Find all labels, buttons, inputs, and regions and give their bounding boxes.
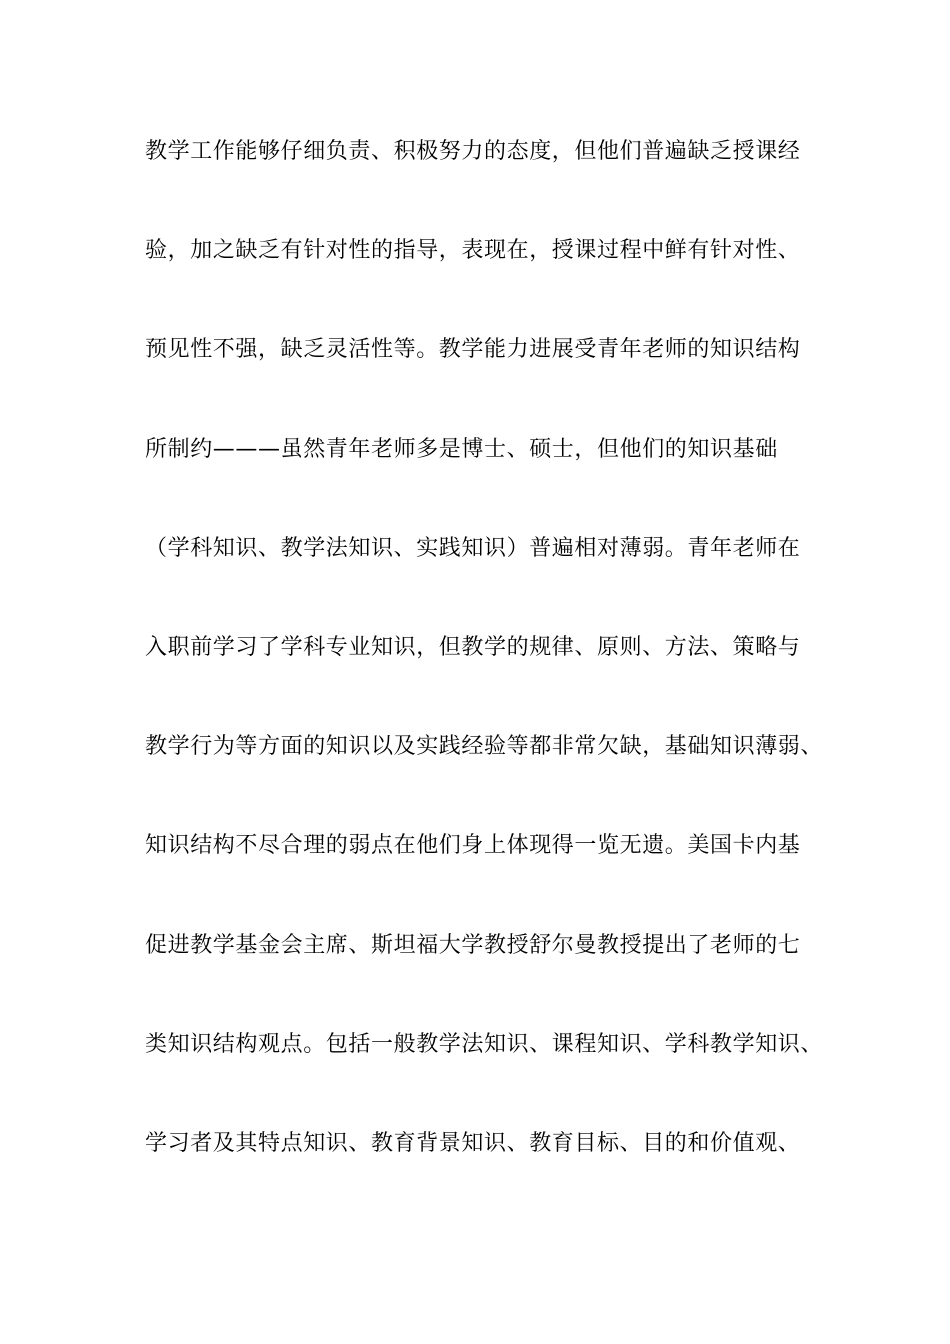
text-line: 促进教学基金会主席、斯坦福大学教授舒尔曼教授提出了老师的七 bbox=[145, 932, 801, 958]
text-line: 类知识结构观点。包括一般教学法知识、课程知识、学科教学知识、 bbox=[145, 1031, 824, 1057]
text-line: （学科知识、教学法知识、实践知识）普遍相对薄弱。青年老师在 bbox=[145, 535, 801, 561]
text-line: 教学工作能够仔细负责、积极努力的态度，但他们普遍缺乏授课经 bbox=[145, 139, 801, 164]
text-line: 所制约———虽然青年老师多是博士、硕士，但他们的知识基础 bbox=[145, 436, 778, 462]
text-line: 学习者及其特点知识、教育背景知识、教育目标、目的和价值观、 bbox=[145, 1130, 801, 1156]
text-line: 知识结构不尽合理的弱点在他们身上体现得一览无遗。美国卡内基 bbox=[145, 833, 801, 859]
body-paragraph bbox=[145, 132, 835, 1223]
text-line: 验，加之缺乏有针对性的指导，表现在，授课过程中鲜有针对性、 bbox=[145, 238, 801, 264]
text-line: 入职前学习了学科专业知识，但教学的规律、原则、方法、策略与 bbox=[145, 634, 801, 660]
text-line: 预见性不强，缺乏灵活性等。教学能力进展受青年老师的知识结构 bbox=[145, 337, 801, 363]
text-line: 教学行为等方面的知识以及实践经验等都非常欠缺，基础知识薄弱、 bbox=[145, 734, 824, 760]
